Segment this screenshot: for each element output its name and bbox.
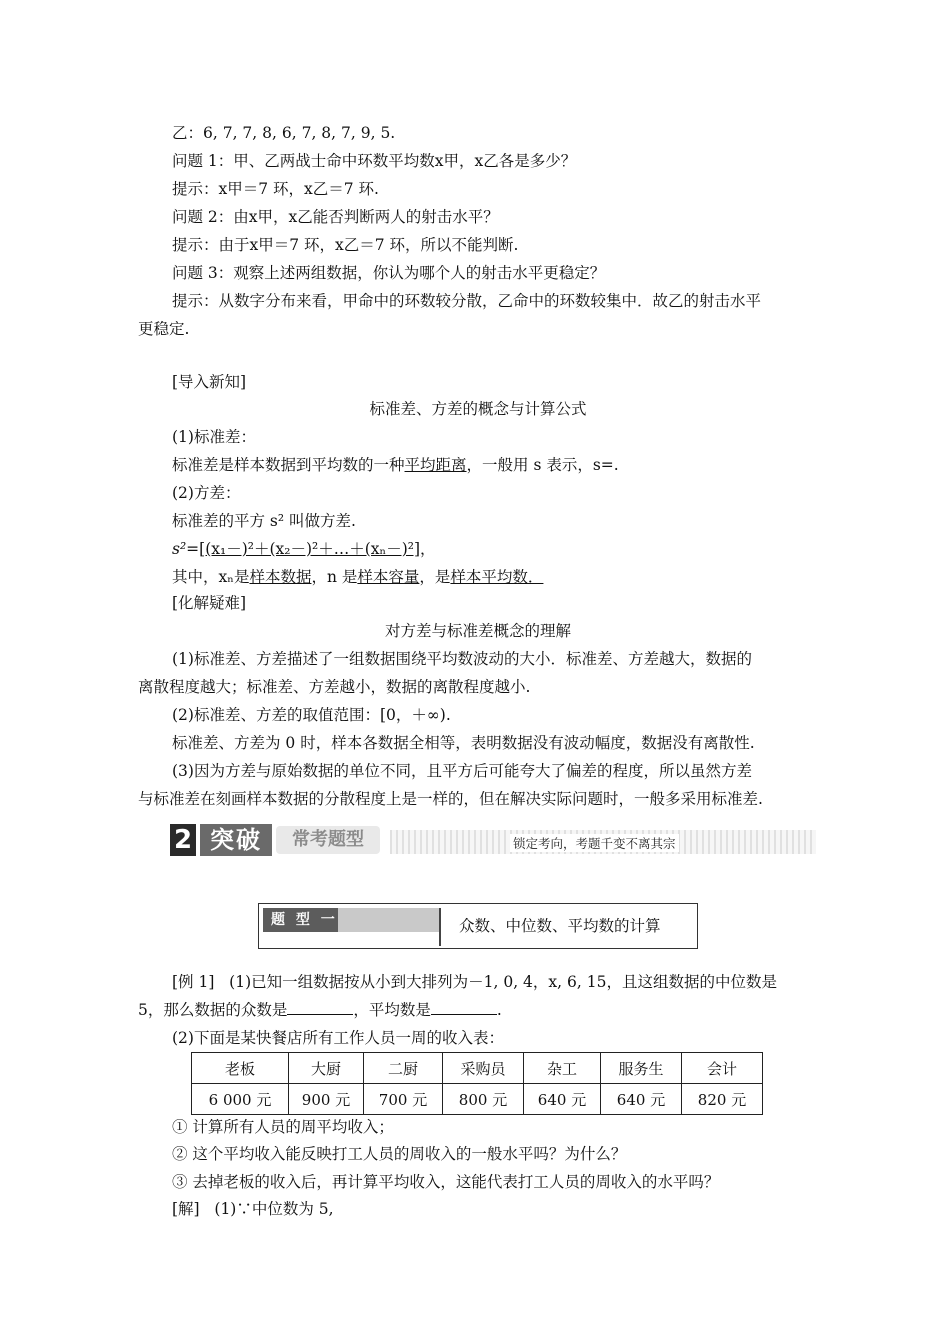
solution-label: [解] — [172, 1200, 200, 1218]
table-header-cell: 服务生 — [601, 1053, 682, 1084]
question-type-box — [258, 903, 698, 949]
sub-question-3: ③ 去掉老板的收入后，再计算平均收入，这能代表打工人员的周收入的水平吗？ — [172, 1173, 720, 1191]
section-tag-new-knowledge: [导入新知] — [172, 373, 247, 391]
mean-answer-blank[interactable] — [431, 1000, 497, 1015]
example-period: . — [496, 1001, 502, 1019]
hint-2: 提示：由于x甲＝7 环，x乙＝7 环，所以不能判断. — [172, 236, 519, 254]
section-heading-understanding: 对方差与标准差概念的理解 — [384, 622, 571, 640]
clarify-p2b: 标准差、方差为 0 时，样本各数据全相等，表明数据没有波动幅度，数据没有离散性. — [172, 734, 755, 752]
table-header-row — [192, 1053, 763, 1084]
where-mid-1: ，n 是 — [311, 568, 358, 586]
table-header-cell: 杂工 — [524, 1053, 601, 1084]
where-pre: 其中，xₙ是 — [172, 568, 250, 586]
table-header-cell: 会计 — [682, 1053, 763, 1084]
example-part-1-line-1 — [172, 972, 852, 992]
clarify-p3-line-2: 与标准差在刻画样本数据的分散程度上是一样的，但在解决实际问题时，一般多采用标准差. — [138, 790, 763, 808]
table-cell: 6 000 元 — [192, 1084, 289, 1115]
formula-rhs: [(x₁－)²＋(x₂－)²＋…＋(xₙ－)²] — [199, 540, 421, 558]
question-type-title: 众数、中位数、平均数的计算 — [459, 917, 661, 935]
question-3: 问题 3：观察上述两组数据，你认为哪个人的射击水平更稳定？ — [172, 264, 606, 282]
where-mid-2: ，是 — [419, 568, 451, 586]
example-part-1-text: (1)已知一组数据按从小到大排列为－1, 0, 4，x, 6, 15，且这组数据的中位数是 — [229, 973, 777, 991]
clarify-p2: (2)标准差、方差的取值范围：[0，＋∞). — [172, 706, 451, 724]
table-header-cell: 二厨 — [364, 1053, 443, 1084]
income-table — [191, 1052, 763, 1115]
var-definition: 标准差的平方 s² 叫做方差. — [172, 512, 356, 530]
sd-def-term: 平均距离 — [404, 456, 467, 474]
hint-3-line-2: 更稳定. — [138, 320, 190, 338]
where-term-1: 样本数据 — [249, 568, 312, 586]
section-heading-concepts: 标准差、方差的概念与计算公式 — [369, 400, 587, 418]
section-banner — [170, 820, 816, 860]
banner-subtitle: 常考题型 — [276, 826, 380, 854]
sub-question-1: ① 计算所有人员的周平均收入； — [172, 1118, 394, 1136]
section-tag-clarify: [化解疑难] — [172, 594, 247, 612]
sd-label: (1)标准差： — [172, 428, 256, 446]
sd-def-text: 标准差是样本数据到平均数的一种 — [172, 456, 405, 474]
hint-1: 提示：x甲＝7 环，x乙＝7 环. — [172, 180, 379, 198]
table-cell: 640 元 — [524, 1084, 601, 1115]
sd-definition — [172, 455, 852, 475]
formula-explanation — [172, 567, 852, 587]
table-header-cell: 老板 — [192, 1053, 289, 1084]
table-cell: 820 元 — [682, 1084, 763, 1115]
hint-3-line-1: 提示：从数字分布来看，甲命中的环数较分散，乙命中的环数较集中．故乙的射击水平 — [172, 292, 762, 310]
sd-def-tail: ，一般用 s 表示，s=. — [466, 456, 619, 474]
banner-slogan: 锁定考向，考题千变不离其宗 — [510, 834, 679, 852]
table-header-cell: 采购员 — [443, 1053, 524, 1084]
where-term-2: 样本容量 — [357, 568, 420, 586]
table-row — [192, 1084, 763, 1115]
mode-answer-blank[interactable] — [287, 1000, 353, 1015]
table-header-cell: 大厨 — [289, 1053, 364, 1084]
table-cell: 700 元 — [364, 1084, 443, 1115]
clarify-p1-line-1: (1)标准差、方差描述了一组数据围绕平均数波动的大小．标准差、方差越大，数据的 — [172, 650, 752, 668]
example-label: [例 1] — [172, 973, 215, 991]
formula-tail: ， — [420, 540, 436, 558]
var-label: (2)方差： — [172, 484, 241, 502]
banner-title: 突破 — [200, 824, 272, 856]
banner-number: 2 — [170, 824, 196, 856]
solution-line: (1)∵中位数为 5, — [214, 1200, 334, 1218]
formula-lhs: s²= — [172, 540, 200, 558]
table-cell: 900 元 — [289, 1084, 364, 1115]
solution-start — [172, 1199, 852, 1219]
example-mode-prompt: 5，那么数据的众数是 — [138, 1001, 288, 1019]
sub-question-2: ② 这个平均收入能反映打工人员的周收入的一般水平吗？为什么？ — [172, 1145, 627, 1163]
question-2: 问题 2：由x甲，x乙能否判断两人的射击水平？ — [172, 208, 499, 226]
where-term-3: 样本平均数． — [450, 568, 544, 586]
clarify-p1-line-2: 离散程度越大；标准差、方差越小，数据的离散程度越小. — [138, 678, 531, 696]
question-type-tag: 题 型 一 — [263, 908, 439, 932]
table-cell: 800 元 — [443, 1084, 524, 1115]
clarify-p3-line-1: (3)因为方差与原始数据的单位不同，且平方后可能夸大了偏差的程度，所以虽然方差 — [172, 762, 752, 780]
data-yi: 乙：6, 7, 7, 8, 6, 7, 8, 7, 9, 5. — [172, 124, 396, 142]
question-1: 问题 1：甲、乙两战士命中环数平均数x甲，x乙各是多少？ — [172, 152, 577, 170]
example-part-2: (2)下面是某快餐店所有工作人员一周的收入表： — [172, 1029, 504, 1047]
question-type-divider — [439, 908, 441, 946]
example-mean-prompt: ，平均数是 — [353, 1001, 431, 1019]
table-cell: 640 元 — [601, 1084, 682, 1115]
example-part-1-line-2 — [138, 1000, 818, 1020]
variance-formula — [172, 539, 852, 559]
